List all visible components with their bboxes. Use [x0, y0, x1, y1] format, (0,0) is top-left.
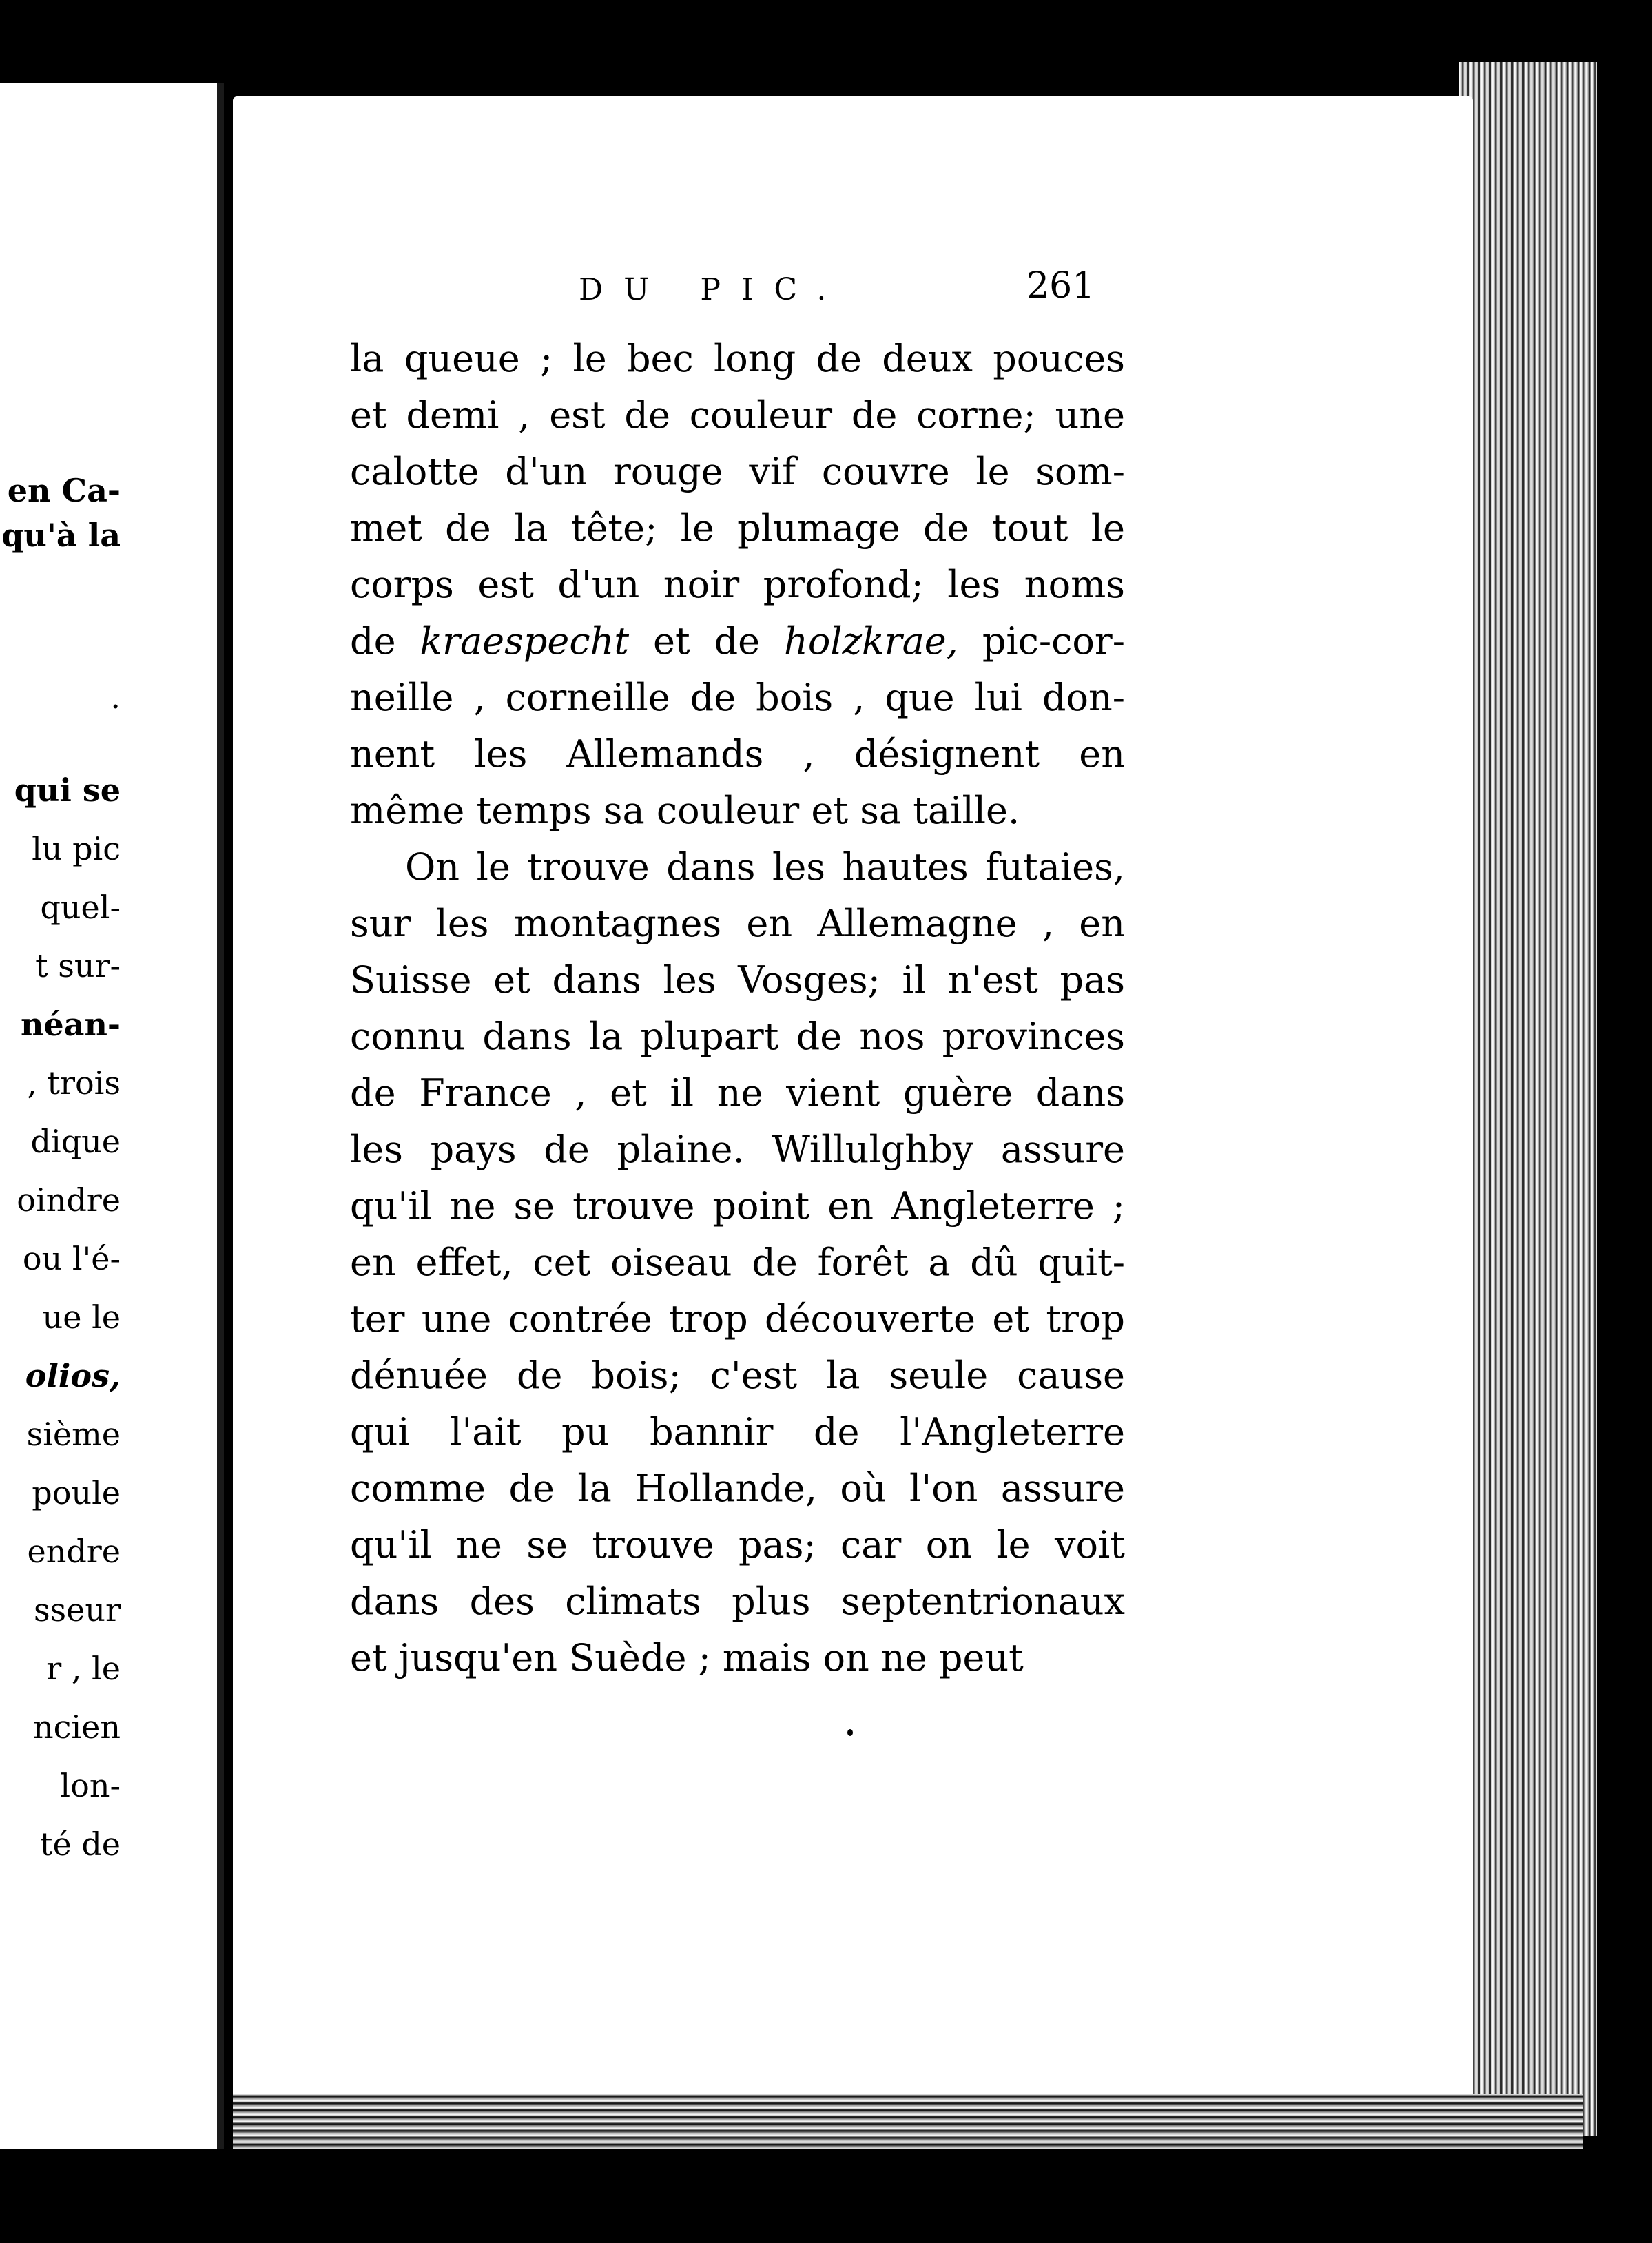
body-text	[350, 331, 1125, 1686]
left-page-line: poule	[32, 1474, 121, 1511]
ink-speck	[884, 28, 891, 34]
body-line-part: pic-cor-	[958, 619, 1125, 663]
body-line: et demi , est de couleur de corne; une	[350, 393, 1125, 437]
left-page-line: qu'à la	[1, 517, 121, 554]
left-page-line: , trois	[27, 1064, 121, 1102]
body-line: qu'il ne se trouve pas; car on le voit	[350, 1523, 1125, 1567]
body-line: en effet, cet oiseau de forêt a dû quit-	[350, 1241, 1125, 1284]
body-line: qui l'ait pu bannir de l'Angleterre	[350, 1410, 1125, 1454]
body-line-part: de	[350, 619, 420, 663]
left-page-line: néan-	[20, 1006, 121, 1043]
body-line: dénuée de bois; c'est la seule cause	[350, 1354, 1125, 1397]
body-line: qu'il ne se trouve point en Angleterre ;	[350, 1184, 1125, 1228]
ink-speck	[844, 6, 854, 15]
body-line: Suisse et dans les Vosges; il n'est pas	[350, 958, 1125, 1002]
body-line: et jusqu'en Suède ; mais on ne peut	[350, 1636, 1024, 1679]
body-line: la queue ; le bec long de deux pouces	[350, 337, 1125, 380]
left-page-line: r , le	[46, 1650, 121, 1687]
left-page-line: en Ca-	[7, 472, 121, 509]
body-line: comme de la Hollande, où l'on assure	[350, 1467, 1125, 1510]
left-page-line: lu pic	[32, 830, 121, 867]
body-line: On le trouve dans les hautes futaies,	[405, 845, 1125, 889]
left-page-line: sseur	[33, 1591, 121, 1629]
page-number: 261	[1026, 265, 1095, 307]
left-page-line: .	[110, 679, 121, 716]
body-line: les pays de plaine. Willulghby assure	[350, 1128, 1125, 1171]
left-page-line: sième	[26, 1416, 121, 1453]
left-page-line: té de	[40, 1826, 121, 1863]
left-page-line: t sur-	[35, 947, 121, 984]
body-line: ter une contrée trop découverte et trop	[350, 1297, 1125, 1341]
left-page-line: endre	[27, 1533, 121, 1570]
body-line: corps est d'un noir profond; les noms	[350, 563, 1125, 606]
left-page-line: oindre	[17, 1181, 121, 1219]
body-line: de France , et il ne vient guère dans	[350, 1071, 1125, 1115]
body-line: met de la tête; le plumage de tout le	[350, 506, 1125, 550]
body-line: neille , corneille de bois , que lui don-	[350, 676, 1125, 719]
left-page-line: ue le	[42, 1299, 121, 1336]
body-line-part: et de	[629, 619, 785, 663]
body-line: nent les Allemands , désignent en	[350, 732, 1125, 776]
page-edge-bottom	[233, 2094, 1583, 2149]
body-line: sur les montagnes en Allemagne , en	[350, 902, 1125, 945]
left-page-line: ncien	[33, 1708, 121, 1746]
italic-term: kraespecht	[420, 619, 630, 663]
ink-speck	[847, 1729, 853, 1736]
left-page-fragment	[0, 83, 224, 2149]
body-line: calotte d'un rouge vif couvre le som-	[350, 450, 1125, 493]
body-line: dans des climats plus septentrionaux	[350, 1580, 1125, 1623]
left-page-line: lon-	[60, 1767, 121, 1804]
italic-term: holzkrae,	[784, 619, 958, 663]
left-page-line: qui se	[14, 772, 121, 809]
body-line: connu dans la plupart de nos provinces	[350, 1015, 1125, 1058]
left-page-line: olios,	[25, 1357, 121, 1394]
body-line	[350, 613, 1125, 670]
ink-speck	[1636, 462, 1650, 467]
running-head: DU PIC.	[579, 272, 847, 307]
left-page-line: ou l'é-	[22, 1240, 121, 1277]
left-page-line: quel-	[40, 889, 121, 926]
body-line: même temps sa couleur et sa taille.	[350, 789, 1020, 832]
left-page-line: dique	[30, 1123, 121, 1160]
page-edge-right	[1459, 62, 1597, 2136]
